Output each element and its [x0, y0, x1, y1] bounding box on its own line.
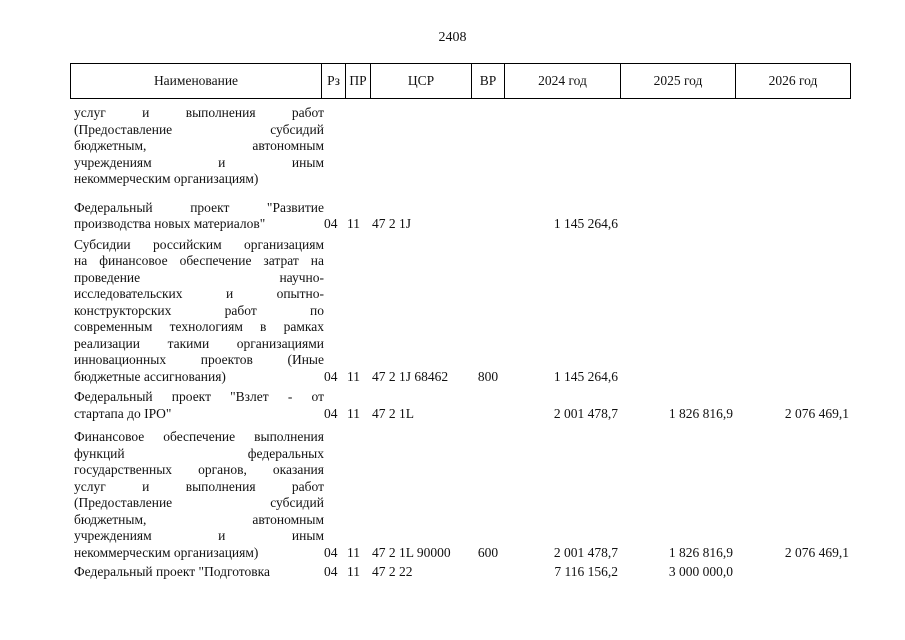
row-2025: 1 826 816,9 — [668, 544, 733, 560]
row-name-line: Субсидии российским организациям — [74, 236, 324, 252]
header-2024: 2024 год — [505, 64, 621, 98]
row-name-line: учреждениям и иным — [74, 154, 324, 170]
row-name — [70, 429, 324, 561]
row-2024: 1 145 264,6 — [553, 368, 618, 384]
row-name — [70, 389, 324, 422]
row-name-line: учреждениям и иным — [74, 528, 324, 543]
row-name-line: реализации такими организациями — [74, 335, 324, 351]
row-name-line: услуг и выполнения работ — [74, 478, 324, 494]
row-name-line: некоммерческим организациям) — [74, 544, 259, 560]
row-rz: 04 — [324, 564, 338, 579]
row-name-line: современным технологиям в рамках — [74, 319, 324, 334]
table-row — [70, 237, 851, 386]
row-name-line: стартапа до IPO" — [74, 405, 172, 421]
header-2026: 2026 год — [768, 73, 818, 88]
row-2026: 2 076 469,1 — [784, 544, 849, 560]
row-rz: 04 — [324, 544, 338, 560]
row-name-line: конструкторских работ по — [74, 302, 324, 318]
page-number: 2408 — [438, 30, 467, 45]
header-vr: ВР — [472, 64, 505, 98]
row-name-line: Финансовое обеспечение выполнения — [74, 429, 324, 444]
row-name-line: проведение научно- — [74, 269, 324, 285]
row-name-line: бюджетные ассигнования) — [74, 368, 226, 384]
row-csr: 47 2 1L 90000 — [372, 544, 451, 560]
row-name-line: Федеральный проект "Подготовка — [74, 564, 270, 579]
table-header — [70, 63, 851, 99]
row-2026: 2 076 469,1 — [784, 405, 849, 421]
row-name-line: инновационных проектов (Иные — [74, 352, 324, 367]
table-row — [70, 200, 851, 233]
row-name-line: бюджетным, автономным — [74, 138, 324, 153]
row-name-line: производства новых материалов" — [74, 216, 266, 231]
header-pr: ПР — [346, 64, 371, 98]
row-rz: 04 — [324, 216, 338, 231]
row-name-line: Федеральный проект "Взлет - от — [74, 389, 324, 404]
row-name — [70, 564, 324, 581]
row-2024: 7 116 156,2 — [554, 564, 618, 579]
table-row — [70, 564, 851, 581]
row-name-line: исследовательских и опытно- — [74, 286, 324, 301]
table-row — [70, 105, 851, 188]
table-row — [70, 429, 851, 561]
row-vr: 600 — [477, 544, 499, 560]
row-name — [70, 237, 324, 386]
row-name — [70, 105, 324, 188]
row-rz: 04 — [324, 368, 338, 384]
row-name-line: услуг и выполнения работ — [74, 105, 324, 120]
row-2024: 2 001 478,7 — [553, 544, 618, 560]
row-name-line: (Предоставление субсидий — [74, 121, 324, 137]
row-rz: 04 — [324, 405, 338, 421]
row-name-line: на финансовое обеспечение затрат на — [74, 253, 324, 268]
row-pr: 11 — [347, 405, 360, 421]
row-name — [70, 200, 324, 233]
header-2025: 2025 год — [621, 64, 736, 98]
row-name-line: некоммерческим организациям) — [74, 171, 259, 186]
row-name-line: (Предоставление субсидий — [74, 495, 324, 510]
row-csr: 47 2 22 — [372, 564, 413, 579]
table-row — [70, 389, 851, 422]
row-pr: 11 — [347, 216, 360, 231]
header-csr: ЦСР — [371, 64, 472, 98]
row-pr: 11 — [347, 544, 360, 560]
row-csr: 47 2 1J — [372, 216, 412, 231]
row-pr: 11 — [347, 368, 360, 384]
row-name-line: Федеральный проект "Развитие — [74, 199, 324, 215]
row-name-line: функций федеральных — [74, 445, 324, 461]
row-name-line: бюджетным, автономным — [74, 511, 324, 527]
row-vr: 800 — [477, 368, 499, 384]
row-name-line: государственных органов, оказания — [74, 462, 324, 477]
header-name: Наименование — [71, 64, 322, 98]
row-csr: 47 2 1J 68462 — [372, 368, 449, 384]
row-csr: 47 2 1L — [372, 405, 414, 421]
table-body — [70, 101, 851, 581]
row-2024: 2 001 478,7 — [553, 405, 618, 421]
row-pr: 11 — [347, 564, 360, 579]
row-2025: 1 826 816,9 — [668, 405, 733, 421]
row-2025: 3 000 000,0 — [668, 564, 733, 579]
row-2024: 1 145 264,6 — [553, 216, 618, 231]
header-rz: Рз — [322, 64, 346, 98]
